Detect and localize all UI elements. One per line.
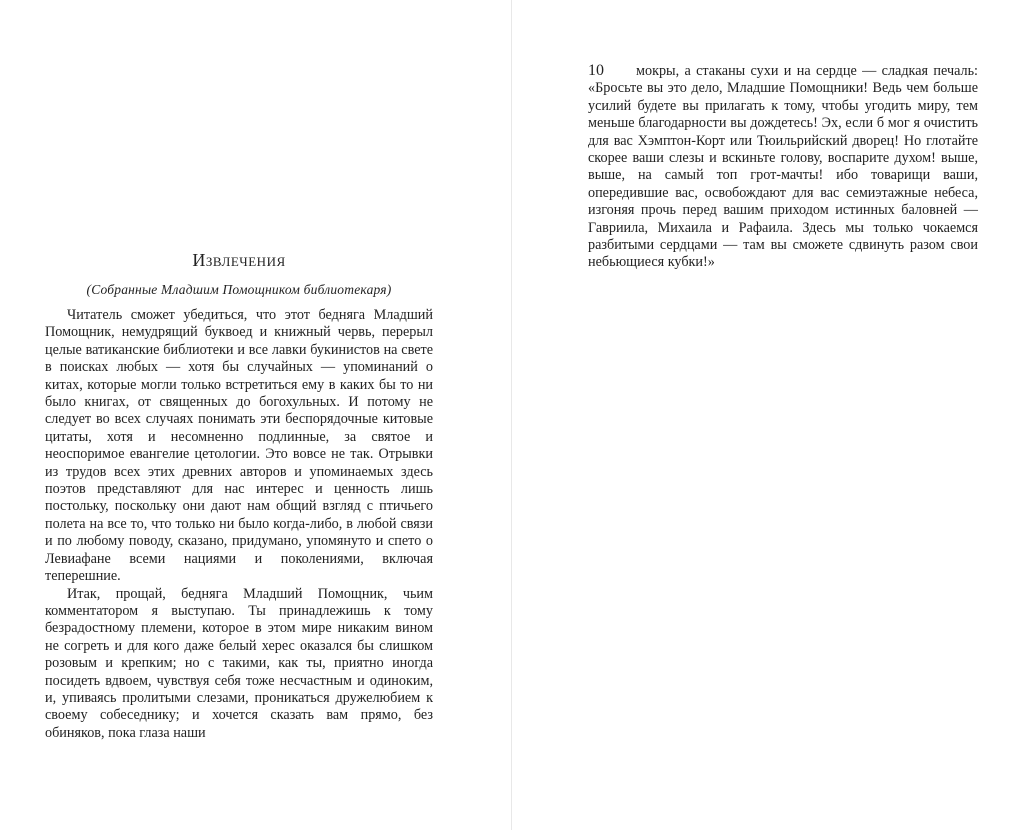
- left-body-text: [45, 307, 433, 742]
- page-number: 10: [588, 62, 604, 79]
- left-paragraph-2: Итак, прощай, бедняга Младший Помощник, чьим комментатором я выступаю. Ты принадлежишь к тому безрадостному племени, которое в этом мире никаким вином не согреть и для кого даже белый херес оказался бы слишком розовым и крепким; но с такими, как ты, приятно иногда посидеть вдвоем, чувствуя себя тоже несчастным и одиноким, и, упиваясь пролитыми слезами, проникаться дружелюбием к своему собеседнику; и хочется сказать вам прямо, без обиняков, пока глаза наши: [45, 585, 433, 741]
- section-subheading: (Собранные Младшим Помощником библиотекаря): [86, 282, 392, 297]
- right-body-text: [588, 63, 978, 272]
- left-paragraph-1: Читатель сможет убедиться, что этот бедняга Младший Помощник, немудрящий буквоед и книжный червь, перерыл целые ватиканские библиотеки и все лавки букинистов на свете в поисках любых — хотя бы случайных — упоминаний о китах, которые могли только встретиться ему в каких бы то ни было книгах, от священных до богохульных. И потому не следует во всех случаях понимать эти беспорядочные китовые цитаты, хотя и несомненно подлинные, за святое и неоспоримое евангелие цетологии. Это вовсе не так. Отрывки из трудов всех этих древних авторов и упоминаемых здесь поэтов представляют для нас интерес и ценность лишь постольку, поскольку они дают нам общий взгляд с птичьего полета на все то, что только ни было когда-либо, в любой связи и по любому поводу, сказано, придумано, упомянуто и спето о Левиафане всеми нациями и поколениями, включая теперешние.: [45, 307, 433, 585]
- section-heading: Извлечения: [192, 250, 286, 270]
- right-paragraph: мокры, а стаканы сухи и на сердце — сладкая печаль: «Бросьте вы это дело, Младшие Помощники! Ведь чем больше усилий будете вы прилагать к тому, чтобы угодить миру, тем меньше благодарности вы дождетесь! Эх, если б мог я очистить для вас Хэмптон-Корт или Тюильрийский дворец! Но глотайте скорее ваши слезы и вскиньте голову, воспарите духом! выше, выше, на самый топ грот-мачты! ибо товарищи ваши, опередившие вас, освобождают для вас семиэтажные небеса, изгоняя прочь перед вашим приходом истинных баловней — Гавриила, Михаила и Рафаила. Здесь мы только чокаемся разбитыми сердцами — там вы сможете сдвинуть разом свои небьющиеся кубки!»: [588, 63, 978, 271]
